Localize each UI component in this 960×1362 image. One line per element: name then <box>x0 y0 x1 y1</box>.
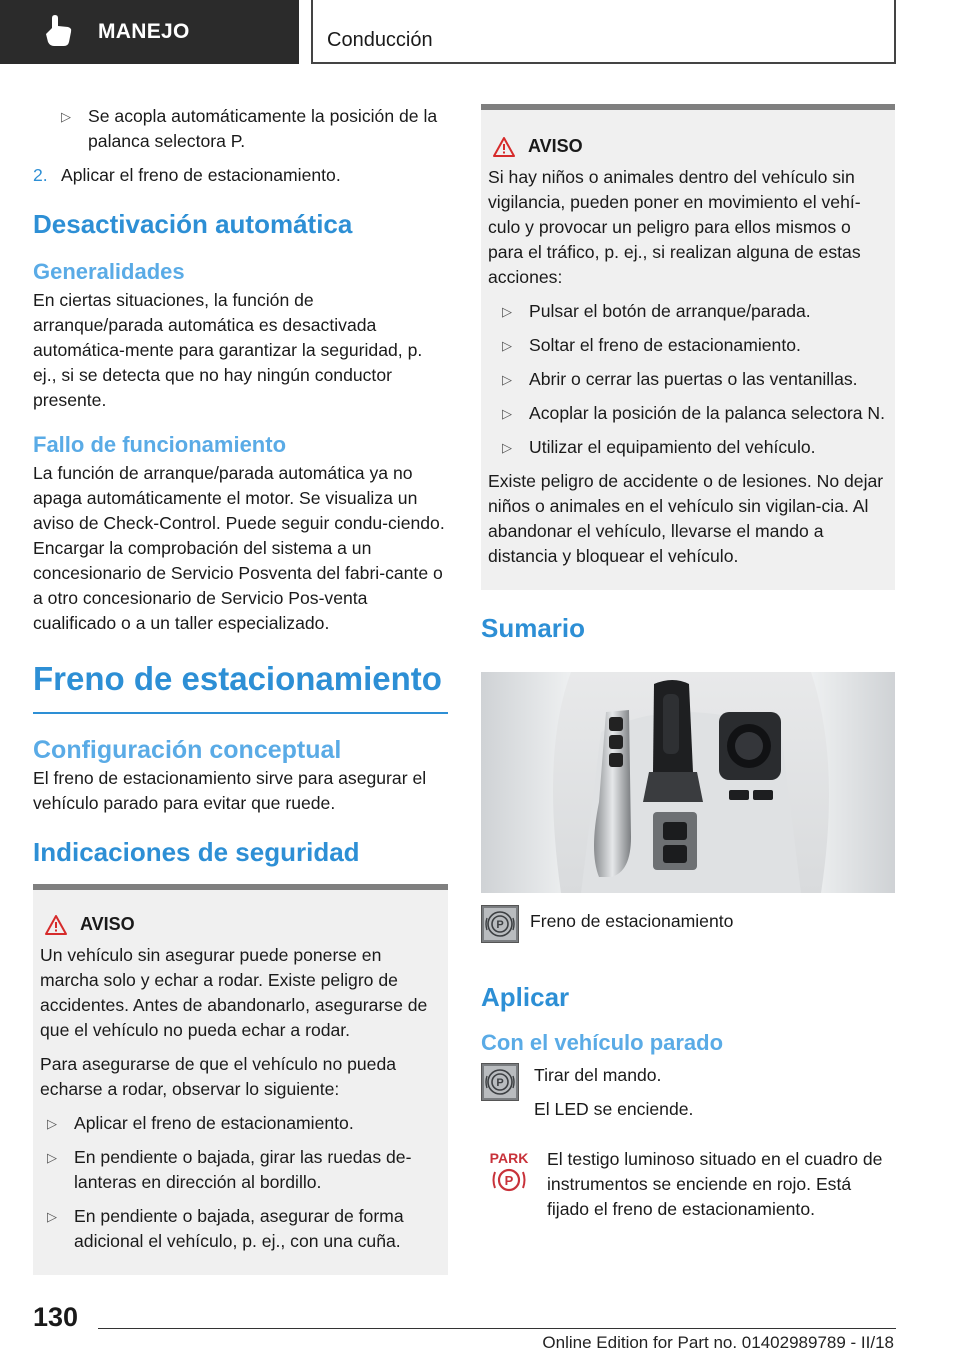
triangle-bullet-icon: ▷ <box>502 406 512 421</box>
list-item: ▷ En pendiente o bajada, girar las ruedas de‐lanteras en dirección al bordillo. <box>40 1145 440 1195</box>
center-console-illustration <box>481 672 895 893</box>
chapter-title: Conducción <box>327 29 433 51</box>
step-text: El LED se enciende. <box>534 1099 694 1119</box>
section-tab-label: MANEJO <box>98 20 190 43</box>
edition-note: Online Edition for Part no. 01402989789 - II/18 <box>542 1333 894 1352</box>
warning-title: AVISO <box>528 136 583 156</box>
triangle-bullet-icon: ▷ <box>502 338 512 353</box>
list-item: ▷ Aplicar el freno de estacionamiento. <box>40 1111 440 1136</box>
paragraph: Un vehículo sin asegurar puede ponerse en marcha solo y echar a rodar. Existe peligro de accidentes. Antes de abandonarlo, asegurarse de que el vehículo no pueda echar a rodar. <box>40 945 428 1040</box>
parking-brake-button-icon <box>481 1063 519 1101</box>
section-heading: Desactivación automática <box>33 209 353 239</box>
right-column <box>481 104 895 654</box>
chapter-header <box>311 0 896 64</box>
triangle-bullet-icon: ▷ <box>502 440 512 455</box>
hand-steering-icon <box>38 12 78 52</box>
subsection-heading: Generalidades <box>33 259 185 284</box>
paragraph: El freno de estacionamiento sirve para asegurar el vehículo parado para evitar que ruede. <box>33 768 427 813</box>
paragraph: Para asegurarse de que el vehículo no pueda echarse a rodar, observar lo siguiente: <box>40 1054 397 1099</box>
triangle-bullet-icon: ▷ <box>47 1209 57 1224</box>
indicator-text: El testigo luminoso situado en el cuadro de instrumentos se enciende en rojo. Está fijado el freno de estacionamiento. <box>547 1149 883 1219</box>
warning-triangle-icon <box>44 914 68 936</box>
list-item: ▷ Se acopla automáticamente la posición de la palanca selectora P. <box>33 104 448 154</box>
triangle-bullet-icon: ▷ <box>47 1116 57 1131</box>
triangle-bullet-icon: ▷ <box>47 1150 57 1165</box>
paragraph: Si hay niños o animales dentro del vehículo sin vigilancia, pueden poner en movimiento el vehí‐culo y provocar un peligro para ellos mismos o para el tráfico, p. ej., si realizan alguna de estas acciones: <box>488 167 861 287</box>
triangle-bullet-icon: ▷ <box>502 304 512 319</box>
center-console-photo <box>481 672 895 893</box>
step-row <box>481 1063 895 1131</box>
list-item: ▷ Soltar el freno de estacionamiento. <box>488 333 887 358</box>
section-heading: Indicaciones de seguridad <box>33 837 360 867</box>
indicator-row <box>481 1147 895 1222</box>
svg-text:PARK: PARK <box>489 1150 529 1166</box>
svg-text:P: P <box>496 1077 504 1089</box>
section-heading: Aplicar <box>481 982 570 1012</box>
caption-row <box>481 905 895 943</box>
svg-text:P: P <box>496 919 504 931</box>
warning-triangle-icon <box>492 136 516 158</box>
step-text: Tirar del mando. <box>534 1065 662 1085</box>
warning-box <box>481 104 895 590</box>
park-indicator-icon <box>487 1147 531 1195</box>
subsection-heading: Con el vehículo parado <box>481 1030 724 1055</box>
section-tab <box>0 0 299 64</box>
paragraph: En ciertas situaciones, la función de arranque/parada automática es desactivada automática‐mente para garantizar la seguridad, p. ej., si se detecta que no hay ningún conductor presente. <box>33 290 423 410</box>
photo-caption: Freno de estacionamiento <box>530 911 734 931</box>
list-item: ▷ En pendiente o bajada, asegurar de forma adicional el vehículo, p. ej., con una cuña. <box>40 1204 440 1254</box>
paragraph: Existe peligro de accidente o de lesiones. No dejar niños o animales en el vehículo sin vigilan‐cia. Al abandonar el vehículo, llevarse el mando a distancia y bloquear el vehículo. <box>488 471 884 566</box>
paragraph: La función de arranque/parada automática ya no apaga automáticamente el motor. Se visualiza un aviso de Check-Control. Puede seguir condu‐ciendo. Encargar la comprobación del sistema a un concesionario de Servicio Posventa del fabri‐cante o a otro concesionario de Servicio Pos‐venta cualificado o a un taller especializado. <box>33 463 445 633</box>
triangle-bullet-icon: ▷ <box>61 109 71 124</box>
svg-text:P: P <box>504 1173 514 1188</box>
list-item: ▷ Abrir o cerrar las puertas o las ventanillas. <box>488 367 887 392</box>
left-column <box>33 104 448 1275</box>
chapter-heading: Freno de estacionamiento <box>33 658 448 714</box>
list-item: ▷ Acoplar la posición de la palanca selectora N. <box>488 401 887 426</box>
section-heading: Sumario <box>481 613 586 643</box>
warning-title: AVISO <box>80 914 135 934</box>
numbered-step: 2. Aplicar el freno de estacionamiento. <box>33 165 341 185</box>
right-column-lower <box>481 905 895 1222</box>
subsection-heading: Configuración conceptual <box>33 736 342 764</box>
page-number: 130 <box>33 1302 79 1332</box>
list-item: ▷ Utilizar el equipamiento del vehículo. <box>488 435 887 460</box>
list-item: ▷ Pulsar el botón de arranque/parada. <box>488 299 887 324</box>
triangle-bullet-icon: ▷ <box>502 372 512 387</box>
footer-divider <box>98 1328 896 1329</box>
warning-box <box>33 884 448 1275</box>
parking-brake-button-icon <box>481 905 519 943</box>
subsection-heading: Fallo de funcionamiento <box>33 432 287 457</box>
